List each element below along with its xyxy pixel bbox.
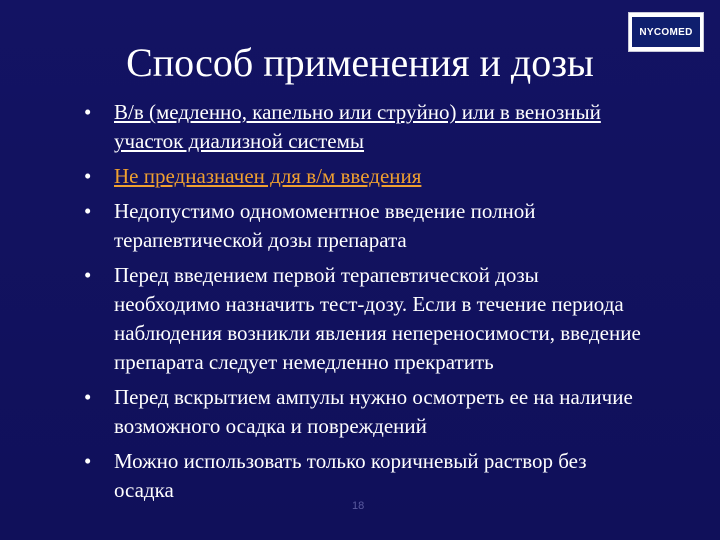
bullet-text-5: Перед вскрытием ампулы нужно осмотреть ее на наличие возможного осадка и повреждений [114, 385, 633, 438]
bullet-item-6 [84, 447, 644, 505]
bullet-item-5 [84, 383, 644, 441]
bullet-marker: • [84, 449, 92, 473]
logo-text: NYCOMED [639, 26, 693, 38]
bullet-text-3: Недопустимо одномоментное введение полной терапевтической дозы препарата [114, 199, 536, 252]
bullet-item-2 [84, 162, 644, 191]
bullet-text-2: Не предназначен для в/м введения [114, 164, 422, 188]
bullet-text-6: Можно использовать только коричневый раствор без осадка [114, 449, 587, 502]
bullet-text-1: В/в (медленно, капельно или струйно) или в венозный участок диализной системы [114, 100, 601, 153]
bullet-item-4 [84, 261, 644, 377]
slide-title [0, 38, 720, 88]
bullet-item-1 [84, 98, 644, 156]
bullet-marker: • [84, 385, 92, 409]
bullet-marker: • [84, 263, 92, 287]
slide-title-text: Способ применения и дозы [126, 40, 594, 85]
bullet-marker: • [84, 164, 92, 188]
bullet-marker: • [84, 100, 92, 124]
bullet-marker: • [84, 199, 92, 223]
bullet-text-4: Перед введением первой терапевтической дозы необходимо назначить тест-дозу. Если в течение периода наблюдения возникли явления непереносимости, введение препарата следует немедленно прекратить [114, 263, 641, 374]
bullet-list [84, 98, 644, 511]
page-number: 18 [352, 500, 365, 512]
bullet-item-3 [84, 197, 644, 255]
